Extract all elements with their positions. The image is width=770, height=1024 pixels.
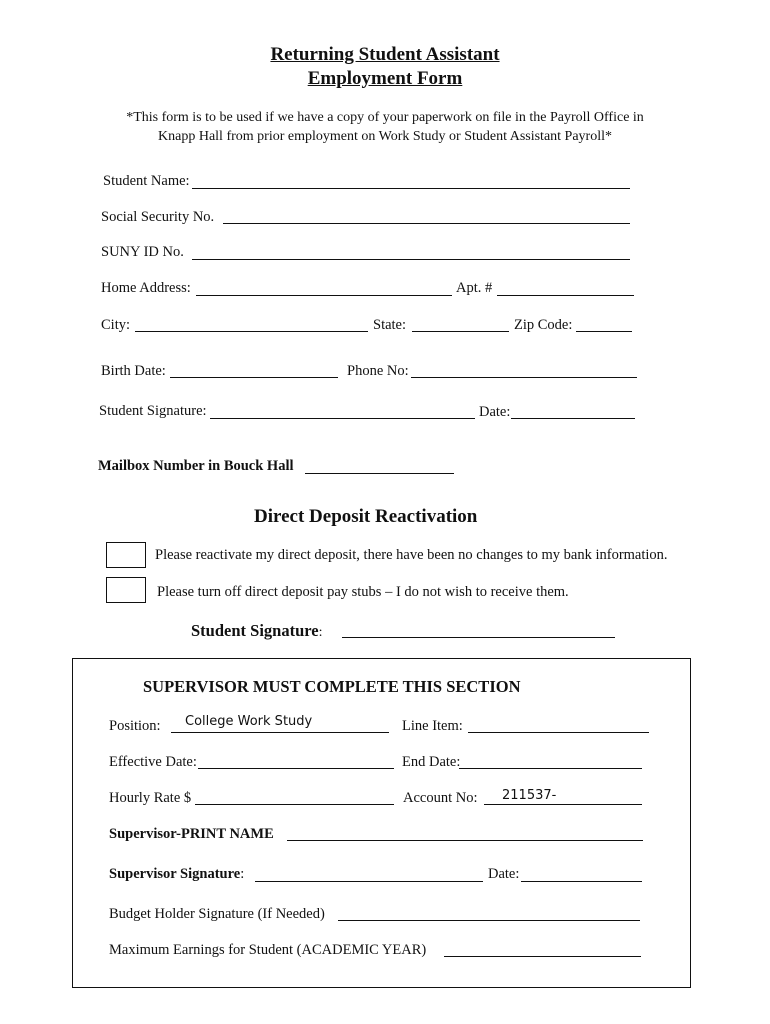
birth-date-label: Birth Date: xyxy=(101,363,166,379)
supervisor-signature-colon: : xyxy=(240,866,245,882)
dd-signature-colon: : xyxy=(318,625,323,640)
supervisor-signature-label-wrap xyxy=(109,866,244,883)
account-field[interactable] xyxy=(484,804,642,805)
state-label: State: xyxy=(373,317,407,333)
apt-field[interactable] xyxy=(497,295,634,296)
home-address-label: Home Address: xyxy=(101,280,191,296)
phone-label: Phone No: xyxy=(347,363,409,379)
account-value: 211537- xyxy=(502,788,557,803)
reactivate-checkbox[interactable] xyxy=(106,542,146,568)
supervisor-signature-label: Supervisor Signature xyxy=(109,866,241,882)
position-field[interactable] xyxy=(171,732,389,733)
student-signature-field[interactable] xyxy=(210,418,475,419)
student-name-label: Student Name: xyxy=(103,173,190,189)
supervisor-section xyxy=(72,658,691,988)
position-label: Position: xyxy=(109,718,161,734)
end-date-label: End Date: xyxy=(402,754,461,770)
form-note-line2: Knapp Hall from prior employment on Work Study or Student Assistant Payroll* xyxy=(158,129,612,144)
dd-signature-field[interactable] xyxy=(342,637,615,638)
student-date-label: Date: xyxy=(479,404,511,420)
supervisor-date-label: Date: xyxy=(488,866,520,882)
dd-signature-label: Student Signature xyxy=(191,621,319,640)
birth-date-field[interactable] xyxy=(170,377,338,378)
mailbox-label: Mailbox Number in Bouck Hall xyxy=(98,458,294,474)
end-date-field[interactable] xyxy=(459,768,642,769)
zip-label: Zip Code: xyxy=(514,317,573,333)
home-address-field[interactable] xyxy=(196,295,452,296)
budget-holder-label: Budget Holder Signature (If Needed) xyxy=(109,906,325,922)
state-field[interactable] xyxy=(412,331,509,332)
form-title-line1: Returning Student Assistant xyxy=(270,44,500,65)
suny-id-label: SUNY ID No. xyxy=(101,244,184,260)
direct-deposit-heading: Direct Deposit Reactivation xyxy=(254,506,478,527)
student-name-field[interactable] xyxy=(192,188,630,189)
account-label: Account No: xyxy=(403,790,478,806)
print-name-field[interactable] xyxy=(287,840,643,841)
dd-signature-label-wrap xyxy=(191,621,323,641)
form-note-line1: *This form is to be used if we have a copy of your paperwork on file in the Payroll Office in xyxy=(126,110,644,125)
line-item-label: Line Item: xyxy=(402,718,463,734)
stubs-off-checkbox[interactable] xyxy=(106,577,146,603)
mailbox-field[interactable] xyxy=(305,473,454,474)
max-earnings-field[interactable] xyxy=(444,956,641,957)
form-title-line2: Employment Form xyxy=(307,68,463,89)
hourly-rate-label: Hourly Rate $ xyxy=(109,790,192,806)
zip-field[interactable] xyxy=(576,331,632,332)
ssn-label: Social Security No. xyxy=(101,209,215,225)
city-field[interactable] xyxy=(135,331,368,332)
max-earnings-label: Maximum Earnings for Student (ACADEMIC YEAR) xyxy=(109,942,427,958)
effective-date-label: Effective Date: xyxy=(109,754,197,770)
line-item-field[interactable] xyxy=(468,732,649,733)
student-signature-label: Student Signature: xyxy=(99,403,207,419)
apt-label: Apt. # xyxy=(456,280,493,296)
position-value: College Work Study xyxy=(185,714,313,729)
phone-field[interactable] xyxy=(411,377,637,378)
supervisor-signature-field[interactable] xyxy=(255,881,483,882)
budget-holder-field[interactable] xyxy=(338,920,640,921)
hourly-rate-field[interactable] xyxy=(195,804,394,805)
supervisor-heading: SUPERVISOR MUST COMPLETE THIS SECTION xyxy=(143,677,521,696)
print-name-label: Supervisor-PRINT NAME xyxy=(109,826,274,842)
student-date-field[interactable] xyxy=(511,418,635,419)
city-label: City: xyxy=(101,317,131,333)
effective-date-field[interactable] xyxy=(198,768,394,769)
reactivate-option-label: Please reactivate my direct deposit, there have been no changes to my bank information. xyxy=(155,547,668,563)
stubs-off-option-label: Please turn off direct deposit pay stubs – I do not wish to receive them. xyxy=(157,584,569,600)
supervisor-date-field[interactable] xyxy=(521,881,642,882)
suny-id-field[interactable] xyxy=(192,259,630,260)
ssn-field[interactable] xyxy=(223,223,630,224)
